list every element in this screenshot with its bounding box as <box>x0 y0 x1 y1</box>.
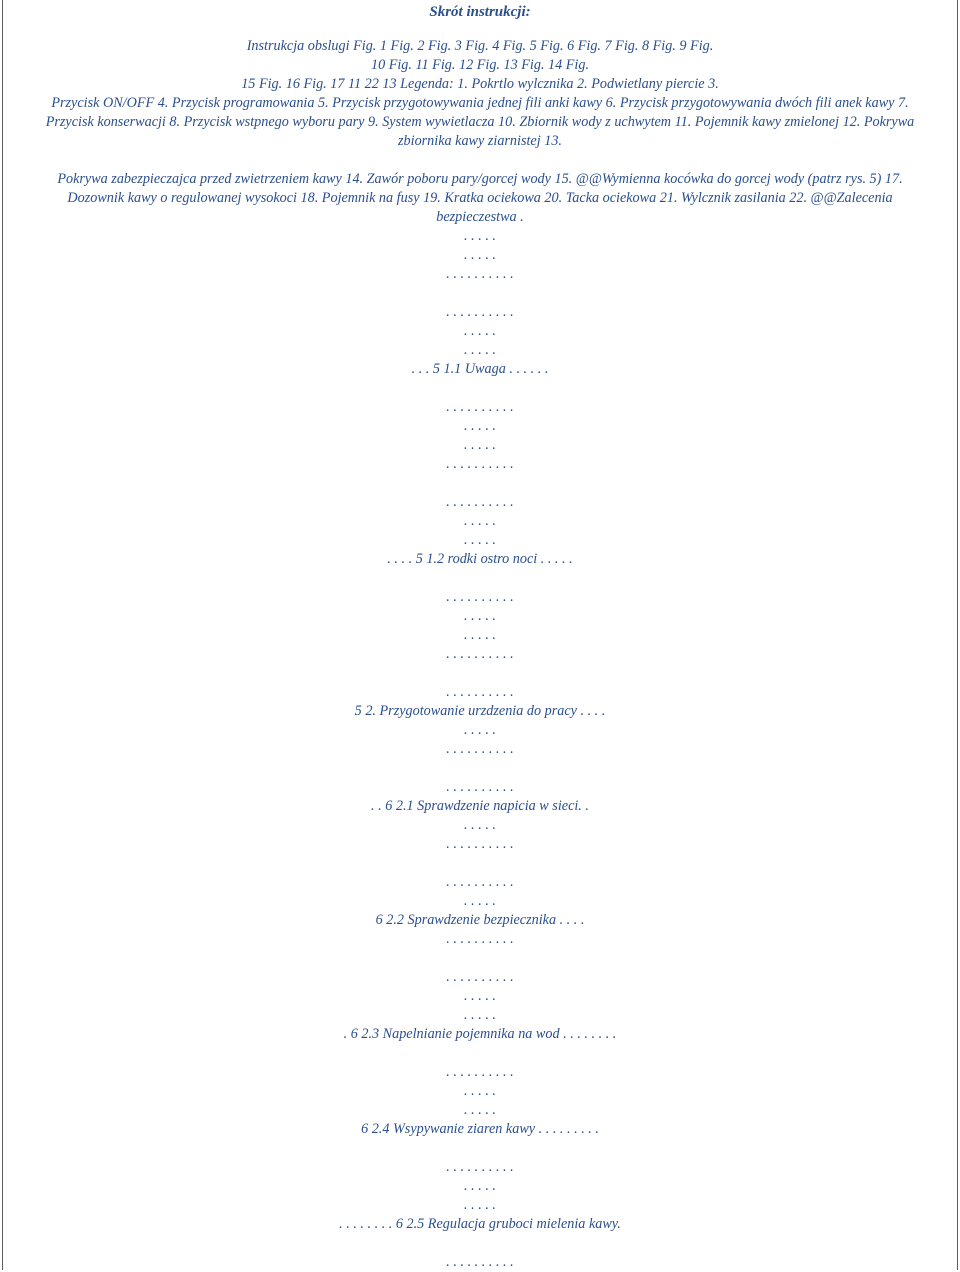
text-line: Instrukcja obslugi Fig. 1 Fig. 2 Fig. 3 Fig. 4 Fig. 5 Fig. 6 Fig. 7 Fig. 8 Fig. 9 Fig. <box>246 38 714 54</box>
toc-dots: . . . . . <box>464 608 496 624</box>
document-title: Skrót instrukcji: <box>429 4 531 20</box>
toc-entry: . . 6 2.1 Sprawdzenie napicia w sieci. . <box>371 798 589 814</box>
toc-dots: . . . . . <box>464 893 496 909</box>
toc-dots: . . . . . <box>464 817 496 833</box>
toc-dots: . . . . . . . . . . <box>446 836 514 852</box>
toc-dots: . . . . . . . . . . <box>446 494 514 510</box>
toc-entry: . . . 5 1.1 Uwaga . . . . . . <box>411 361 549 377</box>
page-border-right <box>957 0 958 1270</box>
toc-entry: 6 2.4 Wsypywanie ziaren kawy . . . . . . . . . <box>361 1121 599 1137</box>
toc-dots: . . . . . <box>464 722 496 738</box>
toc-dots: . . . . . . . . . . <box>446 874 514 890</box>
toc-dots: . . . . . <box>464 228 496 244</box>
toc-entry: . . . . 5 1.2 rodki ostro noci . . . . . <box>387 551 573 567</box>
text-line: Przycisk ON/OFF 4. Przycisk programowania 5. Przycisk przygotowywania jednej fili anki kawy 6. Przycisk przygotowywania dwóch fili anek kawy 7. <box>51 95 909 111</box>
toc-dots: . . . . . <box>464 437 496 453</box>
toc-dots: . . . . . <box>464 513 496 529</box>
toc-dots: . . . . . . . . . . <box>446 266 514 282</box>
toc-dots: . . . . . . . . . . <box>446 304 514 320</box>
toc-dots: . . . . . <box>464 418 496 434</box>
toc-dots: . . . . . . . . . . <box>446 931 514 947</box>
text-line: zbiornika kawy ziarnistej 13. <box>398 133 562 149</box>
toc-entry: 6 2.2 Sprawdzenie bezpiecznika . . . . <box>375 912 585 928</box>
toc-dots: . . . . . <box>464 627 496 643</box>
toc-dots: . . . . . <box>464 532 496 548</box>
toc-entry: . 6 2.3 Napelnianie pojemnika na wod . . . . . . . . <box>343 1026 617 1042</box>
text-line: 10 Fig. 11 Fig. 12 Fig. 13 Fig. 14 Fig. <box>370 57 590 73</box>
toc-dots: . . . . . <box>464 247 496 263</box>
toc-dots: . . . . . . . . . . <box>446 741 514 757</box>
toc-dots: . . . . . . . . . . <box>446 646 514 662</box>
toc-dots: . . . . . <box>464 342 496 358</box>
text-line: Przycisk konserwacji 8. Przycisk wstpnego wyboru pary 9. System wywietlacza 10. Zbiornik wody z uchwytem 11. Pojemnik kawy zmielonej 12. Pokrywa <box>45 114 915 130</box>
toc-dots: . . . . . <box>464 323 496 339</box>
toc-dots: . . . . . . . . . . <box>446 1064 514 1080</box>
toc-dots: . . . . . . . . . . <box>446 1254 514 1270</box>
toc-dots: . . . . . <box>464 1007 496 1023</box>
toc-entry: 5 2. Przygotowanie urzdzenia do pracy . . . . <box>354 703 606 719</box>
toc-dots: . . . . . . . . . . <box>446 1159 514 1175</box>
toc-dots: . . . . . <box>464 1102 496 1118</box>
page-border-left <box>2 0 3 1270</box>
toc-dots: . . . . . . . . . . <box>446 969 514 985</box>
toc-dots: . . . . . . . . . . <box>446 779 514 795</box>
toc-entry: . . . . . . . . 6 2.5 Regulacja gruboci mielenia kawy. <box>339 1216 621 1232</box>
toc-dots: . . . . . <box>464 988 496 1004</box>
toc-dots: . . . . . . . . . . <box>446 684 514 700</box>
text-line: Pokrywa zabezpieczajca przed zwietrzeniem kawy 14. Zawór poboru pary/gorcej wody 15. @@Wymienna kocówka do gorcej wody (patrz rys. 5) 17. <box>57 171 903 187</box>
toc-dots: . . . . . . . . . . <box>446 456 514 472</box>
text-line: 15 Fig. 16 Fig. 17 11 22 13 Legenda: 1. Pokrtlo wylcznika 2. Podwietlany piercie 3. <box>241 76 719 92</box>
toc-dots: . . . . . <box>464 1083 496 1099</box>
toc-dots: . . . . . <box>464 1197 496 1213</box>
toc-dots: . . . . . <box>464 1178 496 1194</box>
toc-dots: . . . . . . . . . . <box>446 589 514 605</box>
text-line: bezpieczestwa . <box>436 209 524 225</box>
text-line: Dozownik kawy o regulowanej wysokoci 18. Pojemnik na fusy 19. Kratka ociekowa 20. Tacka ociekowa 21. Wylcznik zasilania 22. @@Zalecenia <box>67 190 893 206</box>
toc-dots: . . . . . . . . . . <box>446 399 514 415</box>
